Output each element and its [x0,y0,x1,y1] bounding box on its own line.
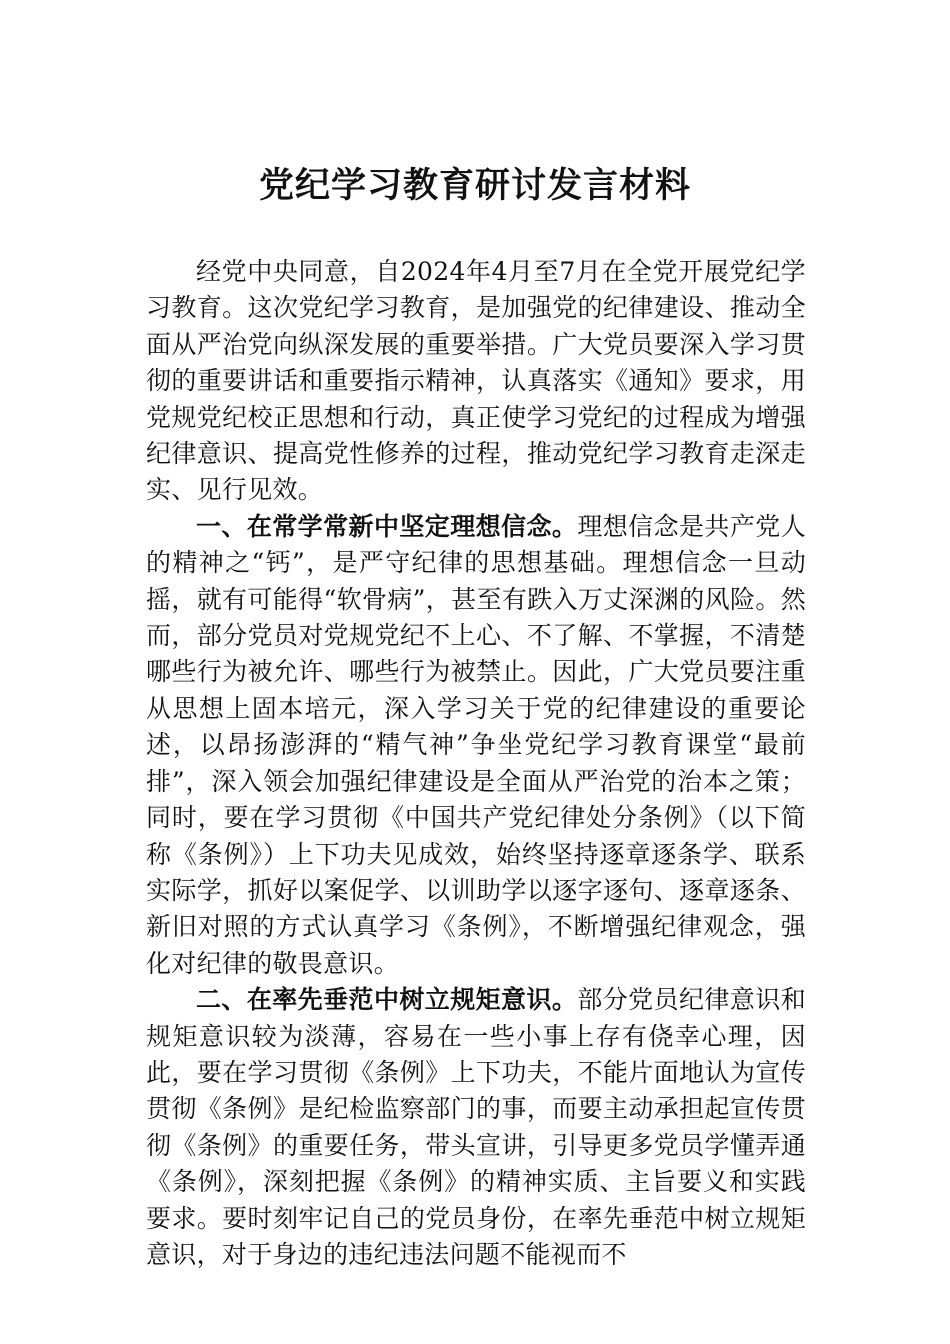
intro-paragraph [146,254,806,509]
section-1-heading: 一、在常学常新中坚定理想信念。 [196,511,578,541]
section-2-paragraph [146,982,806,1273]
document-title: 党纪学习教育研讨发言材料 [258,165,691,206]
section-1-paragraph [146,509,806,982]
section-2-text: 部分党员纪律意识和规矩意识较为淡薄，容易在一些小事上存有侥幸心理，因此，要在学习贯彻《条例》上下功夫，不能片面地认为宣传贯彻《条例》是纪检监察部门的事，而要主动承担起宣传贯彻《条例》的重要任务，带头宣讲，引导更多党员学懂弄通《条例》，深刻把握《条例》的精神实质、主旨要义和实践要求。要时刻牢记自己的党员身份，在率先垂范中树立规矩意识，对于身边的违纪违法问题不能视而不 [146,985,806,1269]
section-1-text: 理想信念是共产党人的精神之“钙”，是严守纪律的思想基础。理想信念一旦动摇，就有可能得“软骨病”，甚至有跌入万丈深渊的风险。然而，部分党员对党规党纪不上心、不了解、不掌握，不清楚哪些行为被允许、哪些行为被禁止。因此，广大党员要注重从思想上固本培元，深入学习关于党的纪律建设的重要论述，以昂扬澎湃的“精气神”争坐党纪学习教育课堂“最前排”，深入领会加强纪律建设是全面从严治党的治本之策；同时，要在学习贯彻《中国共产党纪律处分条例》（以下简称《条例》）上下功夫见成效，始终坚持逐章逐条学、联系实际学，抓好以案促学、以训助学以逐字逐句、逐章逐条、新旧对照的方式认真学习《条例》，不断增强纪律观念，强化对纪律的敬畏意识。 [146,511,806,978]
paragraph-text: 经党中央同意，自2024年4月至7月在全党开展党纪学习教育。这次党纪学习教育，是加强党的纪律建设、推动全面从严治党向纵深发展的重要举措。广大党员要深入学习贯彻的重要讲话和重要指示精神，认真落实《通知》要求，用党规党纪校正思想和行动，真正使学习党纪的过程成为增强纪律意识、提高党性修养的过程，推动党纪学习教育走深走实、见行见效。 [146,257,806,505]
document-body [146,254,806,1273]
section-2-heading: 二、在率先垂范中树立规矩意识。 [196,985,578,1015]
